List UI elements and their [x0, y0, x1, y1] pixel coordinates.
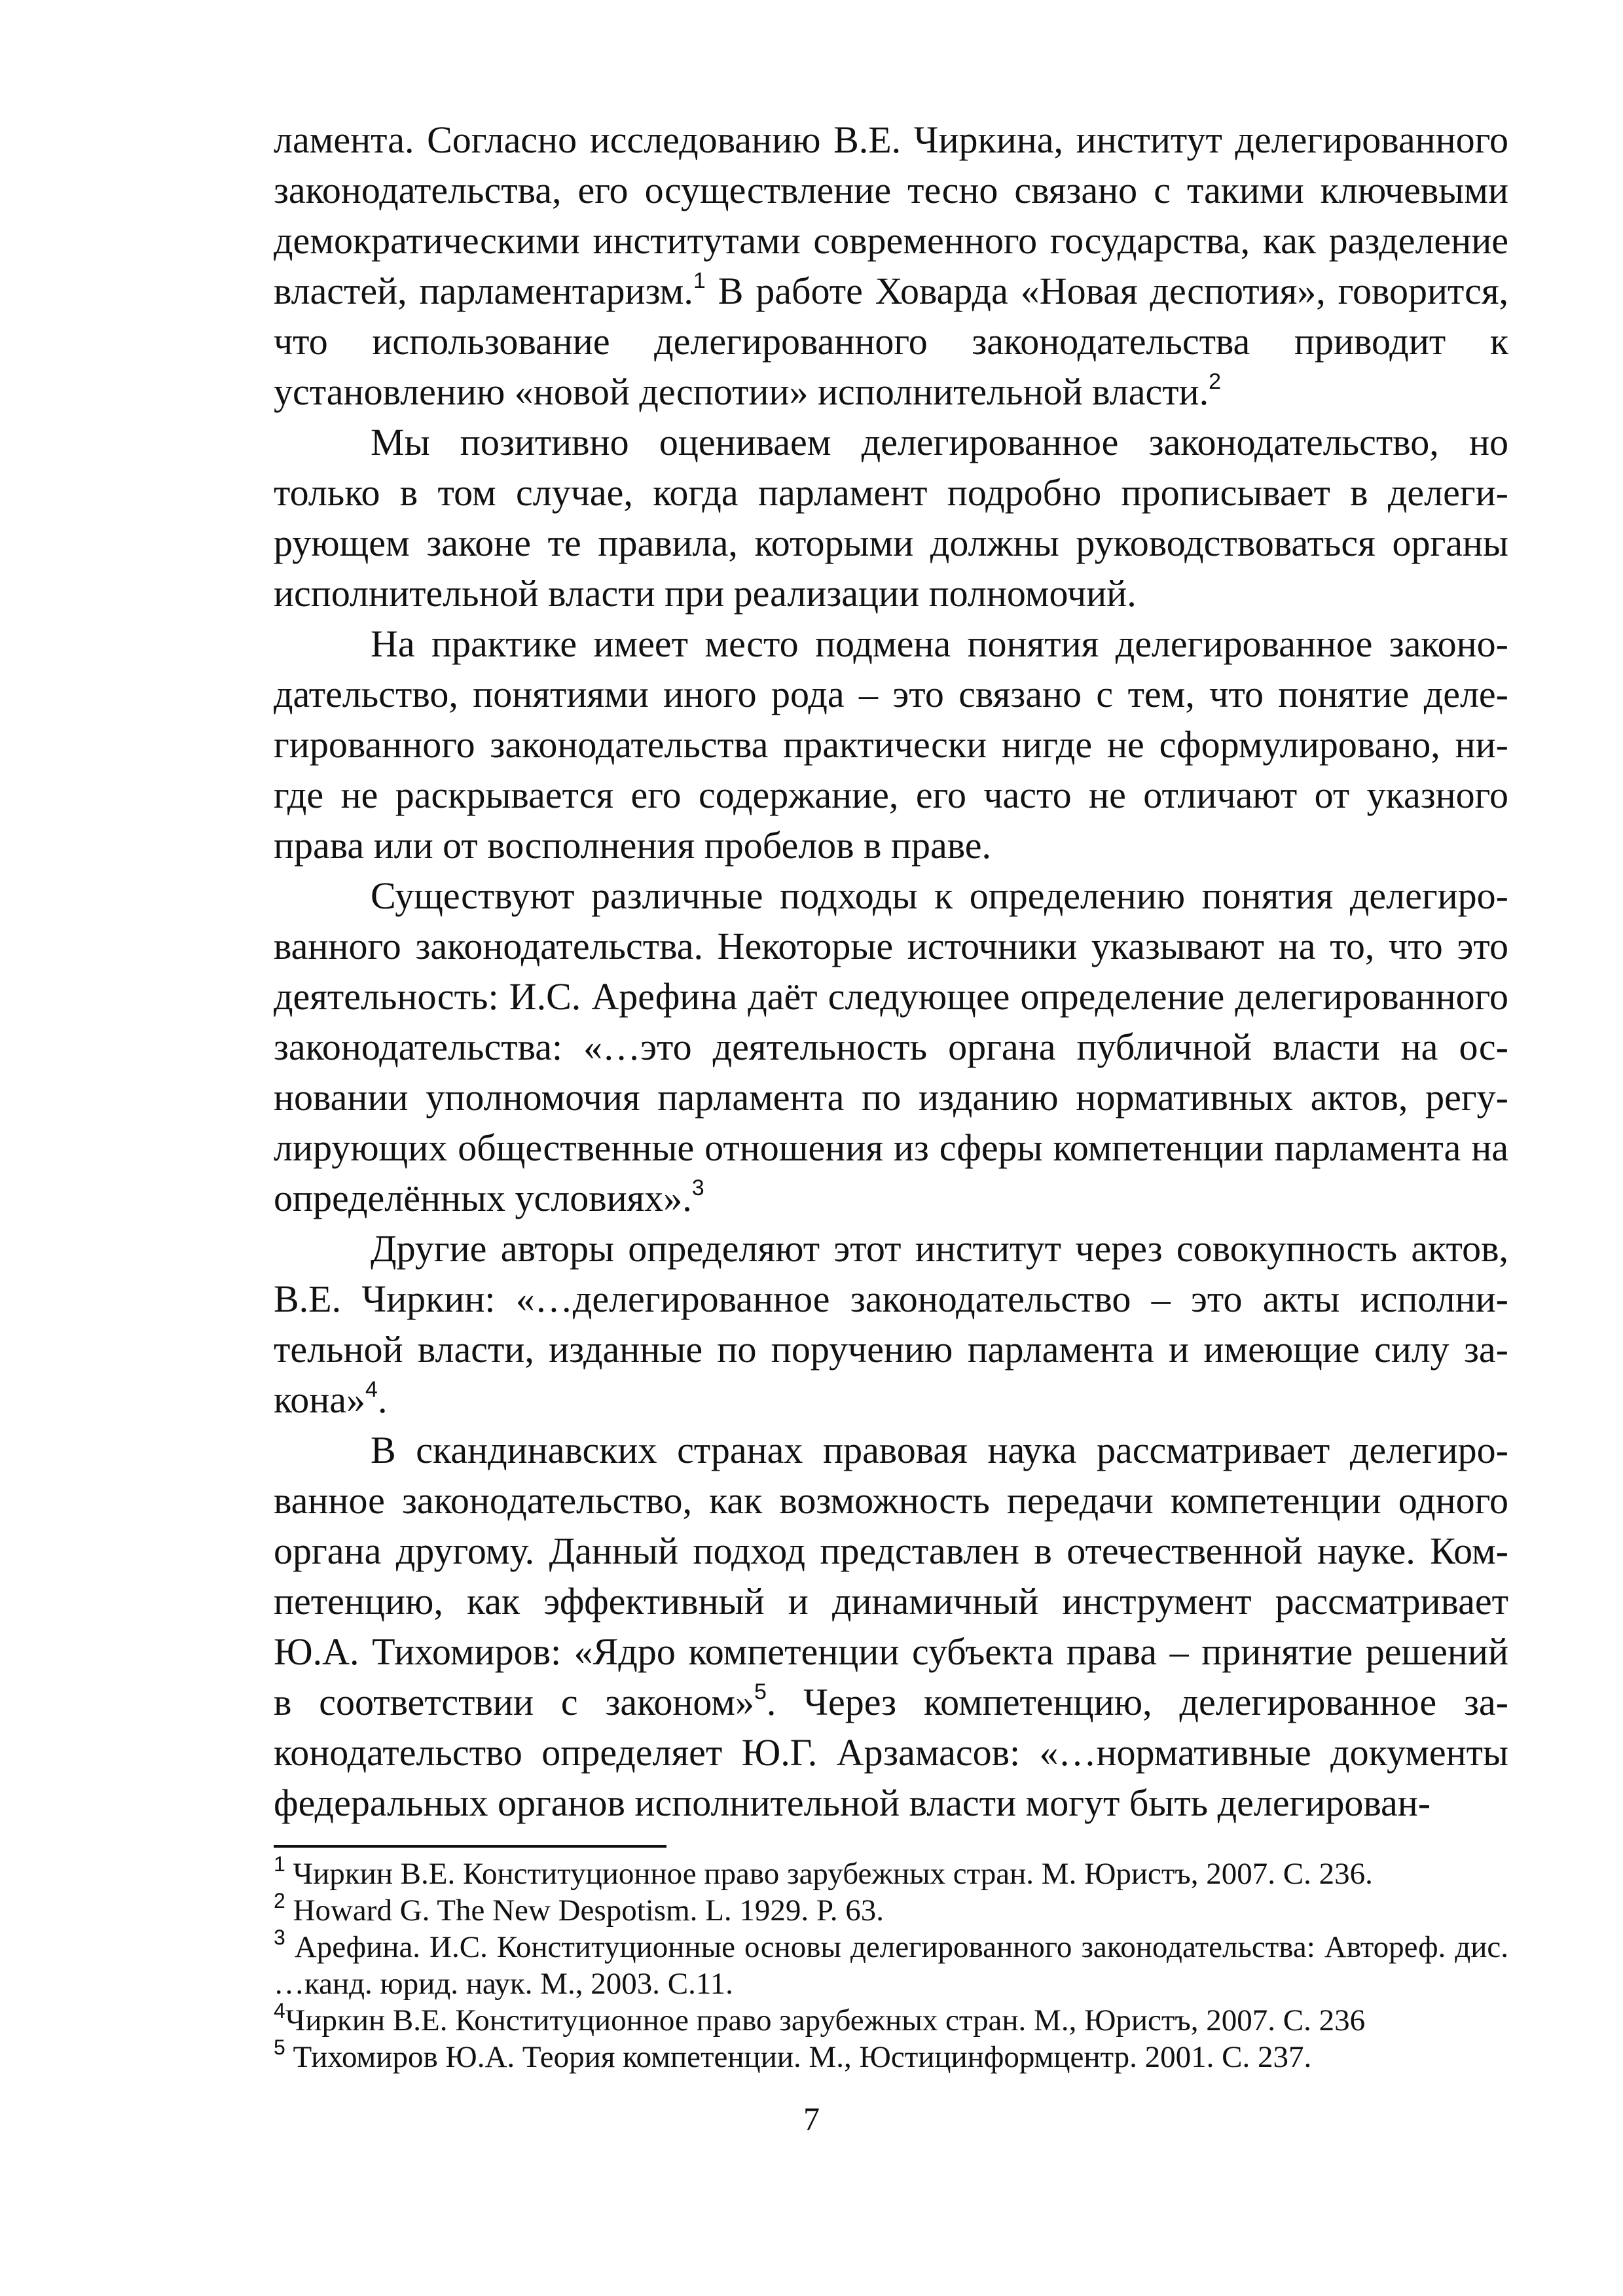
paragraph: [274, 115, 1508, 417]
paragraph: [274, 417, 1508, 619]
footnote-mark: 1: [274, 1852, 285, 1876]
footnotes: [274, 1852, 1508, 2075]
footnote-mark: 4: [274, 1999, 285, 2023]
footnote-text: Чиркин В.Е. Конституционное право зарубежных стран. М., Юристъ, 2007. С. 236: [285, 2003, 1366, 2037]
paragraph-text: Мы позитивно оцениваем делегированное законодательство, но только в том случае, когда парламент подробно прописывает в делегирующем законе те правила, которыми должны руководствоваться органы исполнительной власти при реализации полномочий.: [274, 421, 1508, 615]
footnote-text: Арефина. И.С. Конституционные основы делегированного законодательства: Автореф. дис. …канд. юрид. наук. М., 2003. С.11.: [274, 1930, 1508, 2001]
paragraph-text: В работе Ховарда «Новая деспотия», говорится, что использование делегированного законодательства приводит к установлению «новой деспотии» исполнительной власти.: [274, 270, 1509, 413]
paragraph-text: Существуют различные подходы к определению понятия делегированного законодательства. Некоторые источники указывают на то, что это деятельность: И.С. Арефина даёт следующее определение делегированного законодательства: «…это деятельность органа публичной власти на основании уполномочия парламента по изданию нормативных актов, регулирующих общественные отношения из сферы компетенции парламента на определённых условиях».: [274, 874, 1508, 1219]
footnote-reference: 1: [693, 268, 706, 293]
paragraph-text: .: [377, 1378, 388, 1421]
footnote: [274, 1852, 1508, 1892]
footnote: [274, 1889, 1508, 1929]
paragraph: [274, 1223, 1508, 1425]
footnote-mark: 3: [274, 1926, 285, 1950]
paragraph-text: ламента. Согласно исследованию В.Е. Чиркина, институт делегированного законодательства, его осуществление тесно связано с такими ключевыми демократическими институтами современного государства, как разделение властей, парламентаризм.: [274, 118, 1508, 312]
footnote-text: Чиркин В.Е. Конституционное право зарубежных стран. М. Юристъ, 2007. С. 236.: [285, 1857, 1373, 1891]
paragraph-text: . Через компетенцию, делегированное законодательство определяет Ю.Г. Арзамасов: «…нормативные документы федеральных органов исполнительной власти могут быть делегирован-: [274, 1681, 1508, 1824]
footnote-separator: [274, 1845, 666, 1848]
paragraph: [274, 619, 1508, 870]
footnote-text: Howard G. The New Despotism. L. 1929. P. 63.: [285, 1893, 884, 1928]
paragraph-text: В скандинавских странах правовая наука рассматривает делегированное законодательство, как возможность передачи компетенции одного органа другому. Данный подход представлен в отечественной науке. Компетенцию, как эффективный и динамичный инструмент рассматривает Ю.А. Тихомиров: «Ядро компетенции субъекта права – принятие решений в соответствии с законом»: [274, 1429, 1508, 1723]
paragraph: [274, 1425, 1508, 1828]
footnote: [274, 1999, 1508, 2039]
footnote: [274, 1926, 1508, 2002]
footnote-mark: 5: [274, 2036, 285, 2060]
paragraph-text: На практике имеет место подмена понятия делегированное законодательство, понятиями иного рода – это связано с тем, что понятие делегированного законодательства практически нигде не сформулировано, нигде не раскрывается его содержание, его часто не отличают от указного права или от восполнения пробелов в праве.: [274, 622, 1508, 867]
body-text: [274, 115, 1508, 1828]
footnote: [274, 2036, 1508, 2075]
paragraph-text: Другие авторы определяют этот институт через совокупность актов, В.Е. Чиркин: «…делегированное законодательство – это акты исполнительной власти, изданные по поручению парламента и имеющие силу закона»: [274, 1227, 1508, 1421]
footnote-mark: 2: [274, 1889, 285, 1913]
footnote-reference: 2: [1209, 368, 1222, 394]
document-page: [274, 115, 1508, 2075]
page-number: 7: [803, 2100, 820, 2137]
paragraph: [274, 870, 1508, 1223]
footnote-reference: 3: [691, 1175, 704, 1200]
footnote-text: Тихомиров Ю.А. Теория компетенции. М., Юстицинформцентр. 2001. С. 237.: [285, 2040, 1312, 2074]
footnote-reference: 5: [754, 1679, 767, 1704]
footnote-reference: 4: [365, 1376, 378, 1402]
